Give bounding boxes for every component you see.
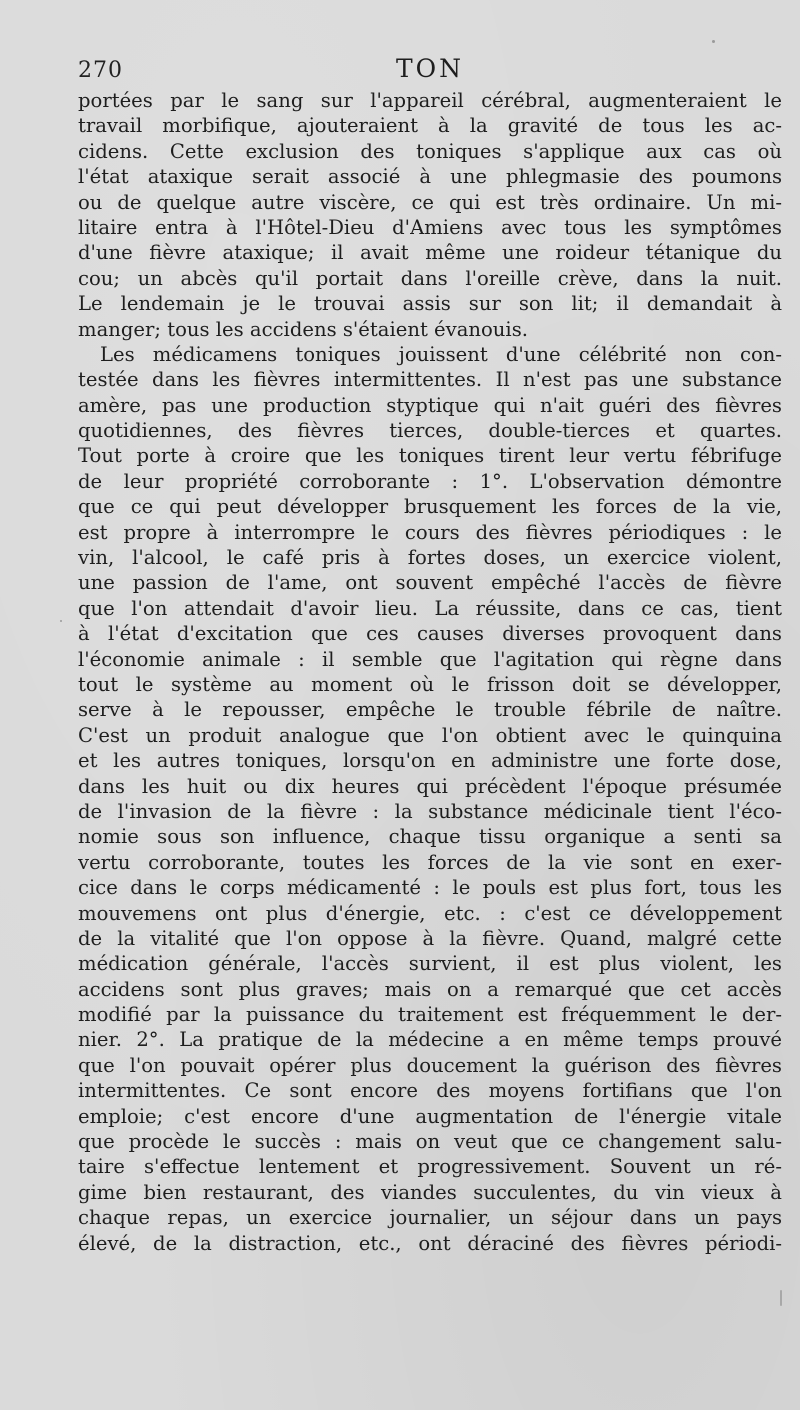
text-line: portées par le sang sur l'appareil cérébral, augmenteraient le — [78, 89, 782, 112]
text-line: testée dans les fièvres intermittentes. Il n'est pas une substance — [78, 368, 782, 392]
text-line: que l'on attendait d'avoir lieu. La réussite, dans ce cas, tient — [78, 596, 782, 620]
text-line: chaque repas, un exercice journalier, un séjour dans un pays — [78, 1206, 782, 1230]
text-line: quotidiennes, des fièvres tierces, double-tierces et quartes. — [78, 419, 782, 443]
page-number: 270 — [78, 58, 123, 83]
text-line: et les autres toniques, lorsqu'on en administre une forte dose, — [78, 749, 782, 773]
text-line: Tout porte à croire que les toniques tirent leur vertu fébrifuge — [78, 444, 782, 468]
paper-speck — [712, 40, 715, 43]
paper-speck — [780, 1290, 782, 1306]
text-line: cice dans le corps médicamenté : le pouls est plus fort, tous les — [78, 876, 782, 900]
text-line: élevé, de la distraction, etc., ont déraciné des fièvres périodi- — [78, 1231, 782, 1255]
text-line: travail morbifique, ajouteraient à la gravité de tous les ac- — [78, 114, 782, 138]
text-line: ou de quelque autre viscère, ce qui est très ordinaire. Un mi- — [78, 190, 782, 214]
text-line: l'économie animale : il semble que l'agitation qui règne dans — [78, 647, 782, 671]
text-line: une passion de l'ame, ont souvent empêché l'accès de fièvre — [78, 571, 782, 595]
text-line: de l'invasion de la fièvre : la substance médicinale tient l'éco- — [78, 799, 782, 823]
body-text — [78, 88, 782, 1256]
running-head: TON — [395, 54, 465, 83]
text-line-paragraph-start: Les médicamens toniques jouissent d'une célébrité non con- — [100, 342, 782, 366]
paper-speck — [60, 620, 62, 622]
text-line: amère, pas une production styptique qui n'ait guéri des fièvres — [78, 393, 782, 417]
text-line: dans les huit ou dix heures qui précèdent l'époque présumée — [78, 774, 782, 798]
text-line: emploie; c'est encore d'une augmentation de l'énergie vitale — [78, 1104, 782, 1128]
text-line: Le lendemain je le trouvai assis sur son lit; il demandait à — [78, 292, 782, 316]
text-line: vertu corroborante, toutes les forces de la vie sont en exer- — [78, 850, 782, 874]
text-line: de leur propriété corroborante : 1°. L'observation démontre — [78, 469, 782, 493]
text-line: gime bien restaurant, des viandes succulentes, du vin vieux à — [78, 1180, 782, 1204]
text-line: cidens. Cette exclusion des toniques s'applique aux cas où — [78, 139, 782, 163]
text-line: d'une fièvre ataxique; il avait même une roideur tétanique du — [78, 241, 782, 265]
text-line: que ce qui peut développer brusquement les forces de la vie, — [78, 495, 782, 519]
text-line: nier. 2°. La pratique de la médecine a en même temps prouvé — [78, 1028, 782, 1052]
text-line: médication générale, l'accès survient, il est plus violent, les — [78, 952, 782, 976]
text-line: modifié par la puissance du traitement est fréquemment le der- — [78, 1003, 782, 1027]
text-line: que l'on pouvait opérer plus doucement la guérison des fièvres — [78, 1053, 782, 1077]
text-line: serve à le repousser, empêche le trouble fébrile de naître. — [78, 698, 782, 722]
text-line: à l'état d'excitation que ces causes diverses provoquent dans — [78, 622, 782, 646]
text-line: litaire entra à l'Hôtel-Dieu d'Amiens avec tous les symptômes — [78, 215, 782, 239]
text-line: est propre à interrompre le cours des fièvres périodiques : le — [78, 520, 782, 544]
text-line: C'est un produit analogue que l'on obtient avec le quinquina — [78, 723, 782, 747]
text-line-paragraph-end: manger; tous les accidens s'étaient évanouis. — [78, 317, 528, 341]
page-header — [78, 54, 782, 90]
text-line: intermittentes. Ce sont encore des moyens fortifians que l'on — [78, 1079, 782, 1103]
text-line: accidens sont plus graves; mais on a remarqué que cet accès — [78, 977, 782, 1001]
text-line: que procède le succès : mais on veut que ce changement salu- — [78, 1130, 782, 1154]
text-line: l'état ataxique serait associé à une phlegmasie des poumons — [78, 165, 782, 189]
text-line: de la vitalité que l'on oppose à la fièvre. Quand, malgré cette — [78, 926, 782, 950]
text-line: taire s'effectue lentement et progressivement. Souvent un ré- — [78, 1155, 782, 1179]
text-line: cou; un abcès qu'il portait dans l'oreille crève, dans la nuit. — [78, 266, 782, 290]
text-line: nomie sous son influence, chaque tissu organique a senti sa — [78, 825, 782, 849]
text-line: vin, l'alcool, le café pris à fortes doses, un exercice violent, — [78, 546, 782, 570]
text-line: tout le système au moment où le frisson doit se développer, — [78, 672, 782, 696]
text-line: mouvemens ont plus d'énergie, etc. : c'est ce développement — [78, 901, 782, 925]
